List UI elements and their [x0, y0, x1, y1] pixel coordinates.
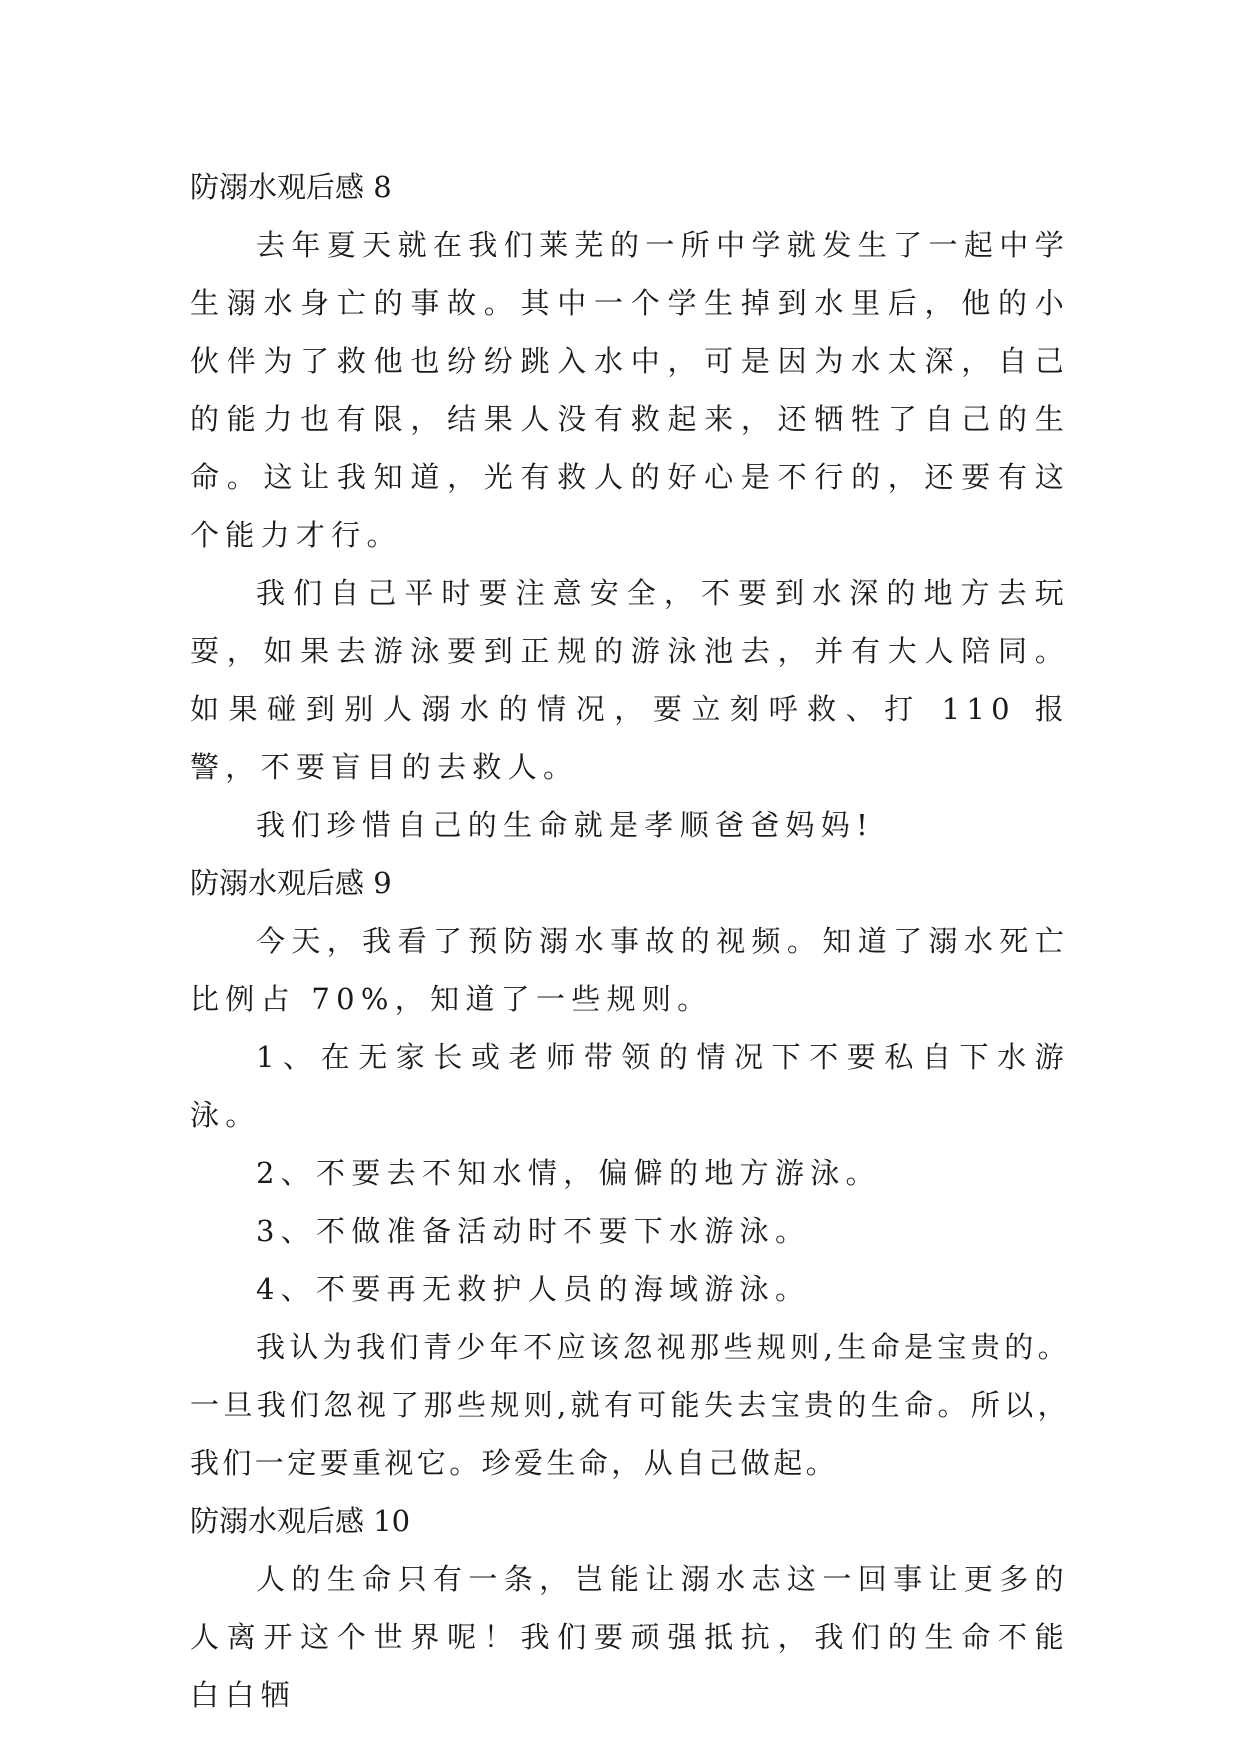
paragraph: 今天，我看了预防溺水事故的视频。知道了溺水死亡比例占 70%，知道了一些规则。	[190, 924, 1070, 1016]
document-page	[190, 158, 1070, 1724]
paragraph: 我认为我们青少年不应该忽视那些规则,生命是宝贵的。一旦我们忽视了那些规则,就有可能失去宝贵的生命。所以，我们一定要重视它。珍爱生命，从自己做起。	[190, 1330, 1070, 1480]
paragraph: 人的生命只有一条，岂能让溺水志这一回事让更多的人离开这个世界呢！我们要顽强抵抗，我们的生命不能白白牺	[190, 1562, 1070, 1712]
paragraph: 去年夏天就在我们莱芜的一所中学就发生了一起中学生溺水身亡的事故。其中一个学生掉到水里后，他的小伙伴为了救他也纷纷跳入水中，可是因为水太深，自己的能力也有限，结果人没有救起来，还牺牲了自己的生命。这让我知道，光有救人的好心是不行的，还要有这个能力才行。	[190, 228, 1070, 552]
essay-section-9	[190, 854, 1070, 1492]
section-title: 防溺水观后感 9	[190, 866, 392, 900]
list-item: 3、不做准备活动时不要下水游泳。	[256, 1214, 811, 1248]
essay-section-10	[190, 1492, 1070, 1724]
list-item: 4、不要再无救护人员的海域游泳。	[256, 1272, 811, 1306]
section-title: 防溺水观后感 8	[190, 170, 392, 204]
section-title: 防溺水观后感 10	[190, 1504, 411, 1538]
paragraph: 我们自己平时要注意安全，不要到水深的地方去玩耍，如果去游泳要到正规的游泳池去，并有大人陪同。如果碰到别人溺水的情况，要立刻呼救、打 110 报警，不要盲目的去救人。	[190, 576, 1070, 784]
essay-section-8	[190, 158, 1070, 854]
list-item: 2、不要去不知水情，偏僻的地方游泳。	[256, 1156, 881, 1190]
paragraph: 我们珍惜自己的生命就是孝顺爸爸妈妈!	[256, 808, 875, 842]
list-item: 1、在无家长或老师带领的情况下不要私自下水游泳。	[190, 1040, 1070, 1132]
